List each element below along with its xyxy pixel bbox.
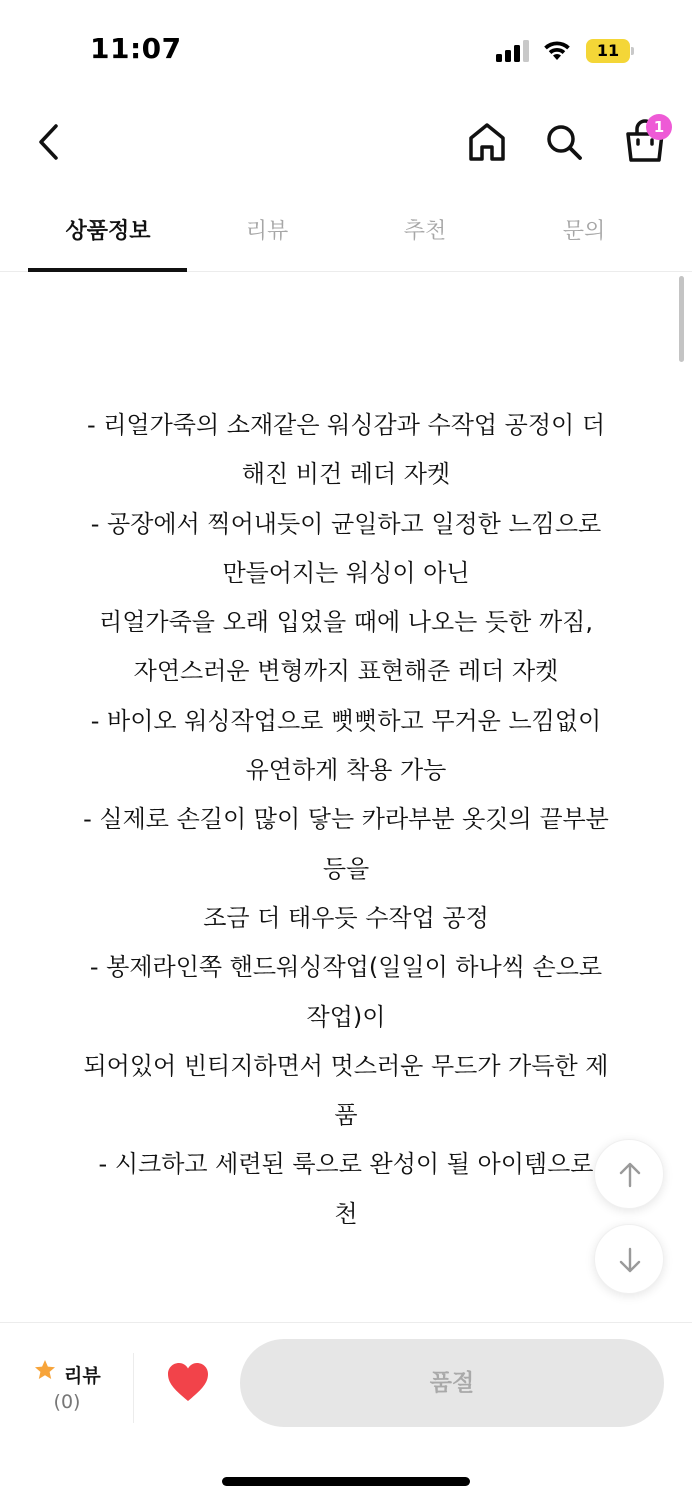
- bottom-action-bar: [0, 1322, 692, 1500]
- review-count: (0): [53, 1391, 81, 1413]
- scroll-up-button[interactable]: [594, 1139, 664, 1209]
- active-tab-indicator: [28, 268, 187, 272]
- product-tabs: [0, 190, 692, 272]
- tab-product-info[interactable]: 상품정보: [65, 219, 151, 244]
- back-arrow-icon[interactable]: [30, 120, 70, 164]
- wifi-icon: [542, 38, 572, 62]
- description-line: - 리얼가죽의 소재같은 워싱감과 수작업 공정이 더: [86, 411, 606, 439]
- description-line: 자연스러운 변형까지 표현해준 레더 자켓: [133, 657, 559, 686]
- tab-inquiry[interactable]: 문의: [562, 219, 606, 244]
- review-summary[interactable]: [0, 1353, 134, 1423]
- description-line: - 시크하고 세련된 룩으로 완성이 될 아이템으로: [98, 1150, 594, 1179]
- search-icon[interactable]: [543, 120, 585, 164]
- status-time: 11:07: [90, 32, 182, 65]
- product-detail-content[interactable]: [0, 273, 692, 1321]
- description-line: - 실제로 손길이 많이 닿는 카라부분 옷깃의 끝부분: [83, 805, 609, 834]
- status-bar: [0, 0, 692, 100]
- description-line: - 봉제라인쪽 핸드워싱작업(일일이 하나씩 손으로: [89, 953, 603, 982]
- description-line: 등을: [322, 854, 370, 883]
- description-line: 작업)이: [306, 1002, 386, 1031]
- description-line: 천: [334, 1199, 358, 1228]
- tab-recommend[interactable]: 추천: [403, 219, 447, 244]
- arrow-down-icon: [616, 1246, 644, 1274]
- battery-level: 11: [596, 41, 620, 60]
- top-navigation: [0, 100, 692, 190]
- battery-icon: [586, 39, 634, 63]
- cart-count-badge: 1: [646, 114, 672, 140]
- scrollbar[interactable]: [679, 276, 684, 362]
- heart-icon[interactable]: [166, 1361, 210, 1403]
- soldout-button[interactable]: 품절: [240, 1339, 664, 1427]
- description-line: 리얼가죽을 오래 입었을 때에 나오는 듯한 까짐,: [99, 608, 593, 637]
- tab-reviews[interactable]: 리뷰: [245, 219, 289, 244]
- arrow-up-icon: [616, 1161, 644, 1189]
- signal-icon: [496, 40, 532, 62]
- battery-cap: [631, 47, 634, 55]
- description-line: 조금 더 태우듯 수작업 공정: [203, 903, 489, 932]
- home-indicator: [222, 1477, 470, 1486]
- description-line: - 바이오 워싱작업으로 뻣뻣하고 무거운 느낌없이: [90, 706, 602, 735]
- description-line: - 공장에서 찍어내듯이 균일하고 일정한 느낌으로: [90, 509, 602, 538]
- star-icon: [34, 1359, 56, 1381]
- description-line: 해진 비건 레더 자켓: [241, 460, 451, 489]
- description-line: 되어있어 빈티지하면서 멋스러운 무드가 가득한 제: [83, 1051, 609, 1080]
- scroll-down-button[interactable]: [594, 1224, 664, 1294]
- description-line: 만들어지는 워싱이 아닌: [222, 558, 470, 587]
- home-icon[interactable]: [466, 120, 508, 164]
- description-line: 품: [334, 1101, 358, 1130]
- product-description: [60, 401, 632, 1239]
- description-line: 유연하게 착용 가능: [245, 756, 447, 785]
- review-label: 리뷰: [64, 1365, 101, 1387]
